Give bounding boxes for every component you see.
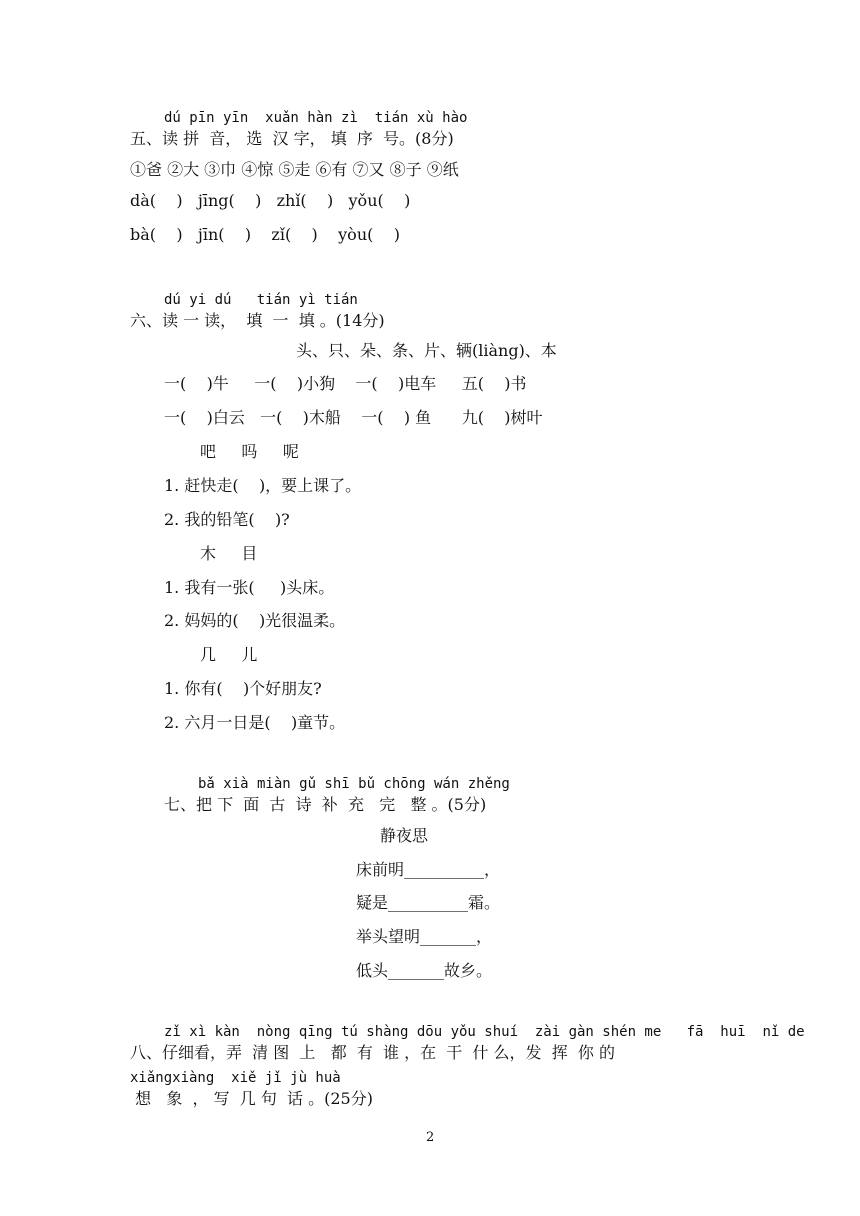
section6-group2-options: 木 目 [200, 544, 258, 563]
section6-group1-q1: 1. 赶快走( )，要上课了。 [164, 476, 362, 495]
section5-options: ①爸 ②大 ③巾 ④惊 ⑤走 ⑥有 ⑦又 ⑧子 ⑨纸 [130, 160, 459, 179]
section6-group3-options: 几 儿 [200, 645, 258, 664]
section6-group3-q1: 1. 你有( )个好朋友? [164, 679, 322, 698]
section7-pinyin: bǎ xià miàn gǔ shī bǔ chōng wán zhěng [198, 776, 510, 792]
poem-line-3: 举头望明_______， [356, 927, 493, 946]
poem-line-1: 床前明__________， [356, 860, 501, 879]
section6-heading: 六、读 一 读， 填 一 填 。(14分) [130, 311, 385, 330]
section5-pinyin: dú pīn yīn xuǎn hàn zì tián xù hào [164, 110, 468, 126]
section8-heading-2: 想 象 ， 写 几 句 话 。(25分) [130, 1089, 373, 1108]
poem-line-2: 疑是__________霜。 [356, 893, 501, 912]
section5-row1: dà( ) jīng( ) zhǐ( ) yǒu( ) [130, 191, 411, 210]
section8-pinyin-2: xiǎngxiàng xiě jǐ jù huà [130, 1070, 341, 1086]
section6-row1: 一( )牛 一( )小狗 一( )电车 五( )书 [164, 374, 527, 393]
section6-group2-q2: 2. 妈妈的( )光很温柔。 [164, 611, 346, 630]
poem-title: 静夜思 [380, 826, 429, 845]
section8-heading-1: 八、仔细看，弄 清 图 上 都 有 谁 ，在 干 什 么，发 挥 你 的 [130, 1043, 615, 1062]
section6-group2-q1: 1. 我有一张( )头床。 [164, 578, 335, 597]
page-number: 2 [426, 1130, 435, 1145]
section8-pinyin-1: zǐ xì kàn nòng qīng tú shàng dōu yǒu shuí zài gàn shén me fā huī nǐ de [164, 1024, 805, 1040]
section6-group3-q2: 2. 六月一日是( )童节。 [164, 713, 346, 732]
section5-heading: 五、读 拼 音， 选 汉 字， 填 序 号。(8分) [130, 129, 454, 148]
section7-heading: 七、把 下 面 古 诗 补 充 完 整 。(5分) [164, 795, 487, 814]
section6-measure-words: 头、只、朵、条、片、辆(liàng)、本 [296, 341, 557, 360]
section5-row2: bà( ) jīn( ) zǐ( ) yòu( ) [130, 225, 400, 244]
section6-group1-q2: 2. 我的铅笔( )? [164, 510, 290, 529]
section6-row2: 一( )白云 一( )木船 一( ) 鱼 九( )树叶 [164, 408, 543, 427]
poem-line-4: 低头_______故乡。 [356, 961, 493, 980]
section6-group1-options: 吧 吗 呢 [200, 442, 299, 461]
section6-pinyin: dú yi dú tián yì tián [164, 292, 358, 308]
